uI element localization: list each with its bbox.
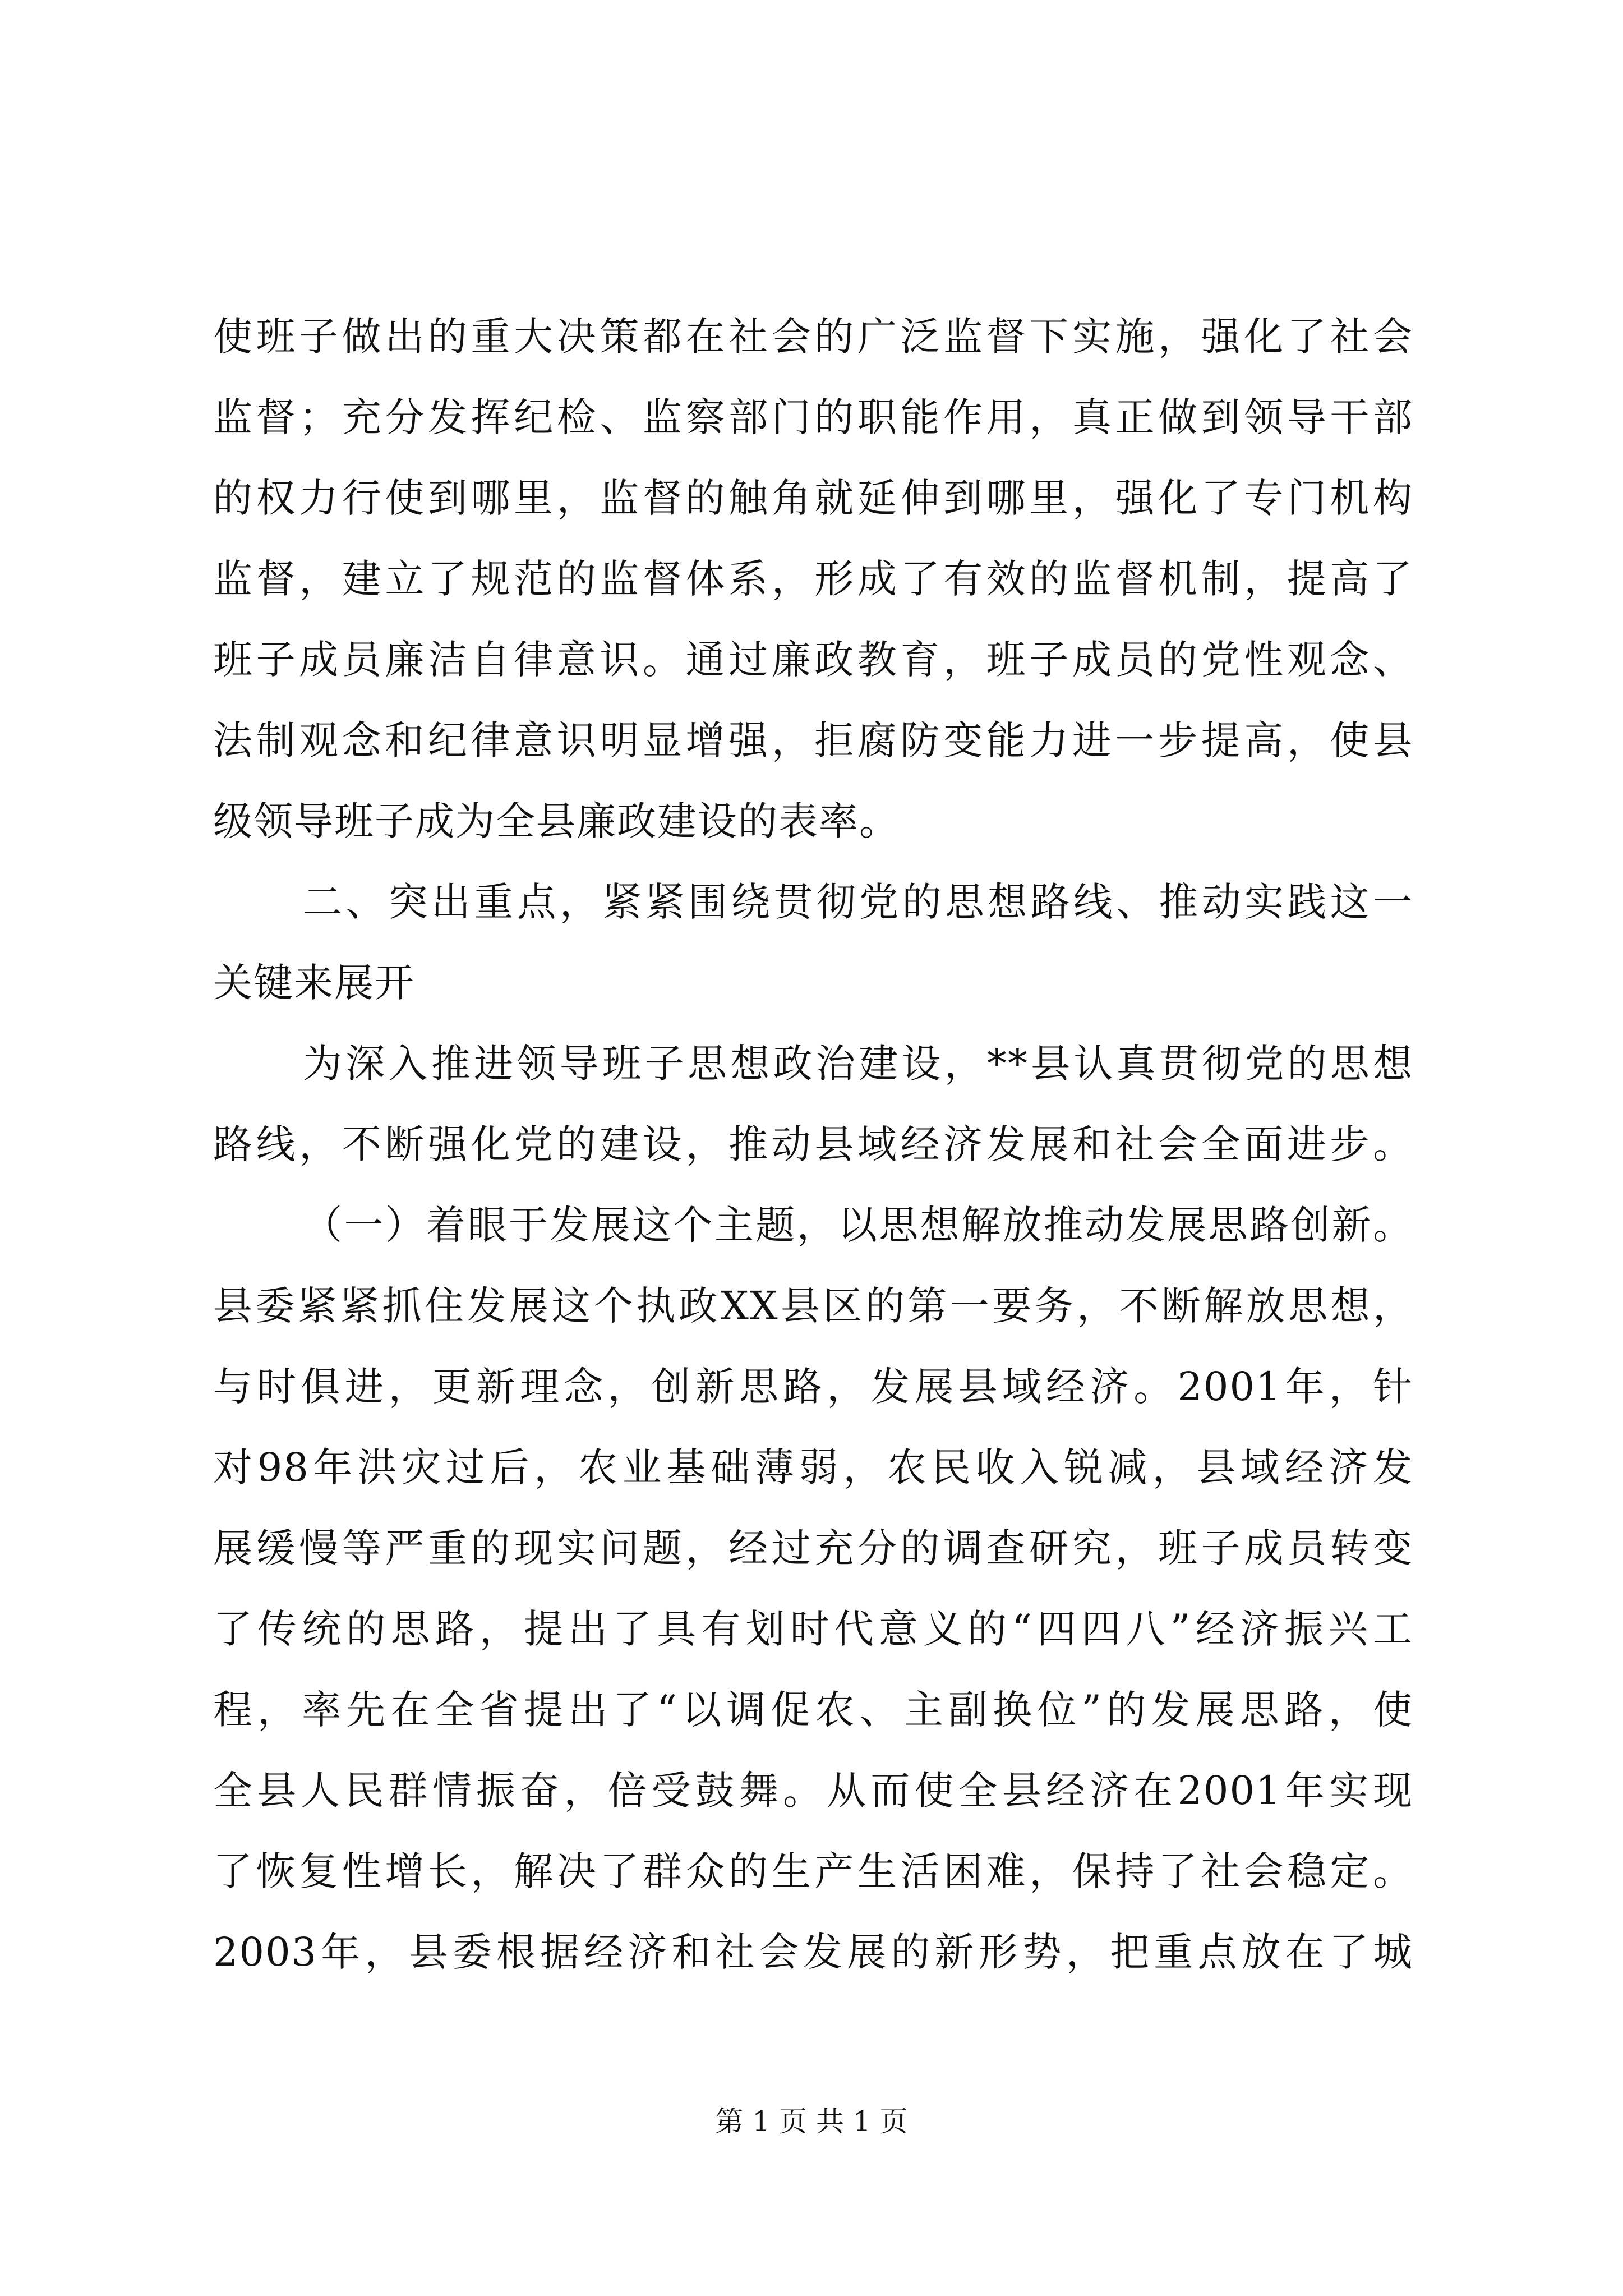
text-line: 为深入推进领导班子思想政治建设，**县认真贯彻党的思想: [303, 1041, 1413, 1087]
text-line: 监督，建立了规范的监督体系，形成了有效的监督机制，提高了: [213, 556, 1413, 602]
text-line: 与时俱进，更新理念，创新思路，发展县域经济。2001年，针: [213, 1364, 1413, 1410]
text-line: 的权力行使到哪里，监督的触角就延伸到哪里，强化了专门机构: [213, 475, 1413, 521]
text-line: 二、突出重点，紧紧围绕贯彻党的思想路线、推动实践这一: [303, 879, 1413, 925]
text-line: 程，率先在全省提出了“以调促农、主副换位”的发展思路，使: [213, 1687, 1413, 1733]
text-line: 了恢复性增长，解决了群众的生产生活困难，保持了社会稳定。: [213, 1848, 1413, 1894]
text-line: 使班子做出的重大决策都在社会的广泛监督下实施，强化了社会: [213, 314, 1413, 360]
text-line: 对98年洪灾过后，农业基础薄弱，农民收入锐减，县域经济发: [213, 1444, 1413, 1490]
text-line: 班子成员廉洁自律意识。通过廉政教育，班子成员的党性观念、: [213, 637, 1413, 683]
page-footer: 第 1 页 共 1 页: [715, 2105, 908, 2138]
text-line: （一）着眼于发展这个主题，以思想解放推动发展思路创新。: [303, 1202, 1413, 1248]
text-line: 法制观念和纪律意识明显增强，拒腐防变能力进一步提高，使县: [213, 717, 1413, 763]
text-line: 级领导班子成为全县廉政建设的表率。: [213, 798, 900, 844]
text-line: 2003年，县委根据经济和社会发展的新形势，把重点放在了城: [213, 1929, 1413, 1975]
text-line: 路线，不断强化党的建设，推动县域经济发展和社会全面进步。: [213, 1121, 1413, 1167]
text-line: 关键来展开: [213, 960, 415, 1006]
document-body: [213, 296, 1413, 1993]
text-line: 了传统的思路，提出了具有划时代意义的“四四八”经济振兴工: [213, 1606, 1413, 1652]
text-line: 展缓慢等严重的现实问题，经过充分的调查研究，班子成员转变: [213, 1525, 1413, 1571]
text-line: 县委紧紧抓住发展这个执政XX县区的第一要务，不断解放思想，: [213, 1283, 1413, 1329]
text-line: 全县人民群情振奋，倍受鼓舞。从而使全县经济在2001年实现: [213, 1768, 1413, 1814]
text-line: 监督；充分发挥纪检、监察部门的职能作用，真正做到领导干部: [213, 394, 1413, 440]
